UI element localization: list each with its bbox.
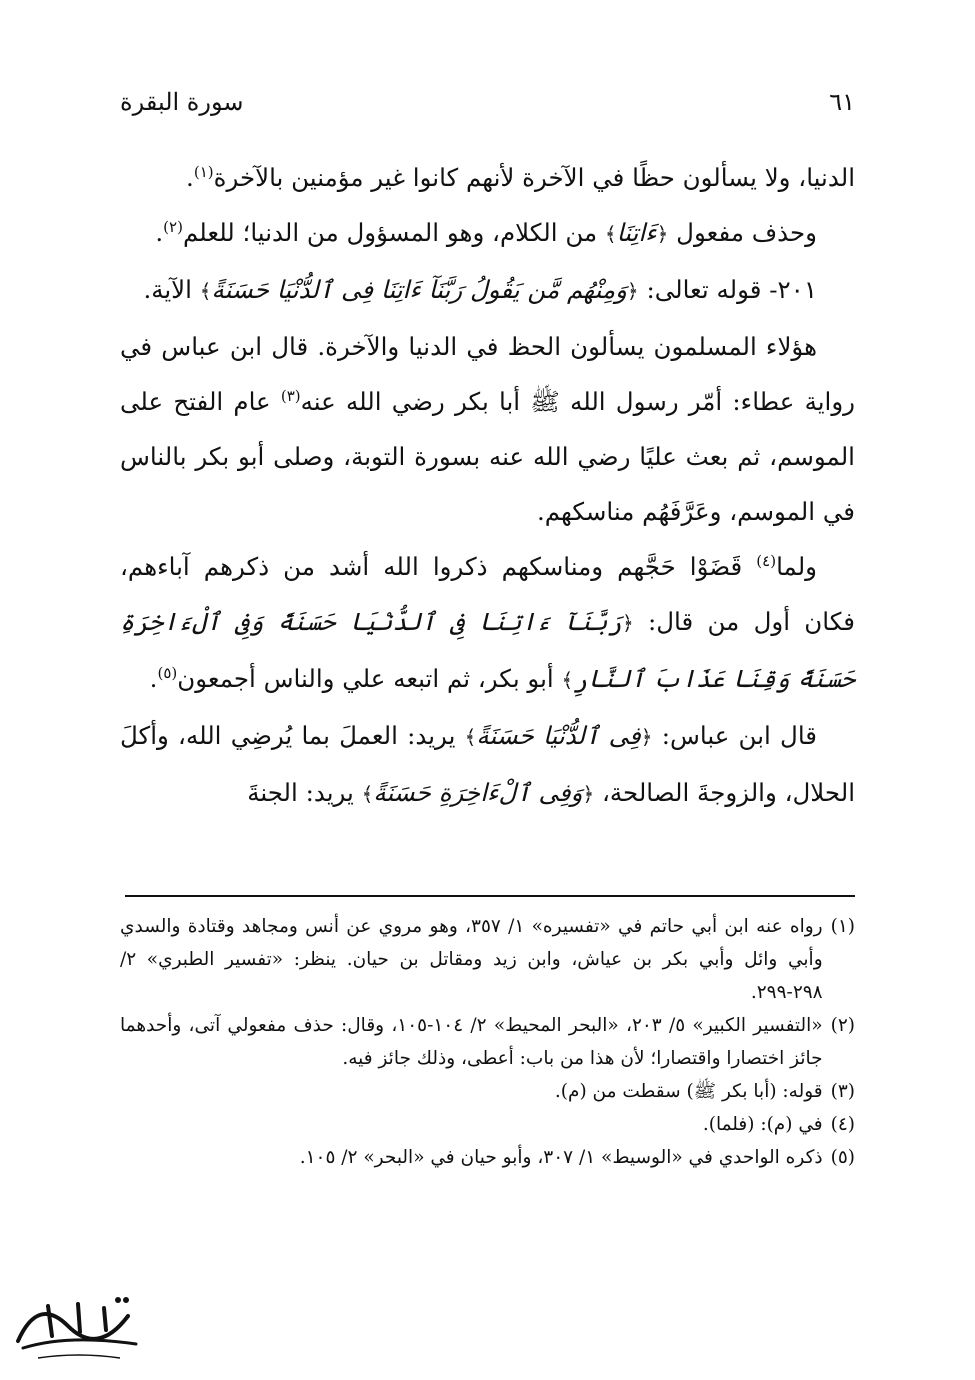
page-header [120, 82, 855, 122]
footnote-text: ذكره الواحدي في «الوسيط» ١/ ٣٠٧، وأبو حيان في «البحر» ٢/ ١٠٥. [299, 1147, 823, 1168]
quran-quote: وَفِى ٱلْءَاخِرَةِ حَسَنَةً [373, 778, 583, 807]
paragraph-1: الدنيا، ولا يسألون حظًا في الآخرة لأنهم كانوا غير مؤمنين بالآخرة$^{(١)}$. [186, 162, 855, 192]
footnotes [120, 910, 855, 1174]
footnote-item [120, 1009, 855, 1075]
footnote-item [120, 1141, 855, 1174]
footnote-text: في (م): (فلما). [702, 1114, 823, 1135]
footnote-ref-3[interactable]: (٣) [280, 386, 301, 405]
quran-quote: رَبَّنَآ ءَاتِنَا فِى ٱلدُّنْيَا حَسَنَةً وَفِى ٱلْءَاخِرَةِ حَسَنَةً وَقِنَا عَذَابَ ٱلنَّارِ [120, 607, 855, 693]
footnote-number: (٤) [830, 1114, 855, 1135]
paragraph-2: وحذف مفعول ﴿ءَاتِنَا﴾ من الكلام، وهو المسؤول من الدنيا؛ للعلم$^{(٢)}$. [155, 217, 817, 247]
footnote-ref-1[interactable]: (١) [193, 162, 214, 181]
paragraph-4: هؤلاء المسلمون يسألون الحظ في الدنيا والآخرة. قال ابن عباس في رواية عطاء: أمّر رسول الله ﷺ أبا بكر رضي الله عنه$^{(٣)}$ عام الفتح على الموسم، ثم بعث عليًا رضي الله عنه بسورة التوبة، وصلى أبو بكر بالناس في الموسم، وعَرَّفَهُم مناسكهم. [120, 332, 855, 526]
footnote-number: (٥) [830, 1147, 855, 1168]
quran-open-bracket: ﴿ [656, 222, 669, 246]
main-text [120, 150, 855, 822]
surah-title: سورة البقرة [120, 88, 244, 116]
footnote-item [120, 910, 855, 1009]
library-stamp-logo [8, 1286, 148, 1366]
quran-quote: ءَاتِنَا [616, 218, 657, 247]
quran-quote: فِى ٱلدُّنْيَا حَسَنَةً [476, 721, 641, 750]
quran-quote: وَمِنْهُم مَّن يَقُولُ رَبَّنَآ ءَاتِنَا فِى ٱلدُّنْيَا حَسَنَةً [211, 275, 627, 304]
footnote-item [120, 1075, 855, 1108]
footnote-number: (٣) [830, 1081, 855, 1102]
quran-close-bracket: ﴾ [604, 222, 617, 246]
paragraph-5: ولما$^{(٤)}$ قَضَوْا حَجَّهم ومناسكهم ذكروا الله أشد من ذكرهم آباءهم، فكان أول من قال: ﴿رَبَّنَآ ءَاتِنَا فِى ٱلدُّنْيَا حَسَنَةً وَفِى ٱلْءَاخِرَةِ حَسَنَةً وَقِنَا عَذَابَ ٱلنَّارِ﴾ أبو بكر، ثم اتبعه علي والناس أجمعون$^{(٥)}$. [120, 551, 855, 693]
footnote-item [120, 1108, 855, 1141]
footnote-ref-4[interactable]: (٤) [756, 551, 777, 570]
page-number: ٦١ [829, 88, 855, 116]
footnote-number: (٢) [830, 1015, 855, 1036]
verse-number: ٢٠١ [777, 275, 817, 304]
footnote-text: رواه عنه ابن أبي حاتم في «تفسيره» ١/ ٣٥٧، وهو مروي عن أنس ومجاهد وقتادة والسدي وأبي وائل وأبي بكر بن عياش، وابن زيد ومقاتل بن حيان. ينظر: «تفسير الطبري» ٢/ ٢٩٨-٢٩٩. [120, 916, 823, 1003]
footnote-ref-2[interactable]: (٢) [163, 217, 183, 236]
footnote-separator [125, 895, 855, 897]
paragraph-3: ٢٠١- قوله تعالى: ﴿وَمِنْهُم مَّن يَقُولُ رَبَّنَآ ءَاتِنَا فِى ٱلدُّنْيَا حَسَنَةً﴾ الآية. [143, 275, 817, 304]
footnote-text: قوله: (أبا بكر ﷺ) سقطت من (م). [554, 1081, 823, 1102]
footnote-number: (١) [830, 916, 855, 937]
footnote-ref-5[interactable]: (٥) [157, 663, 178, 682]
paragraph-6: قال ابن عباس: ﴿فِى ٱلدُّنْيَا حَسَنَةً﴾ يريد: العملَ بما يُرضِي الله، وأكلَ الحلال، والزوجةَ الصالحة، ﴿وَفِى ٱلْءَاخِرَةِ حَسَنَةً﴾ يريد: الجنةَ [120, 721, 855, 807]
footnote-text: «التفسير الكبير» ٥/ ٢٠٣، «البحر المحيط» ٢/ ١٠٤-١٠٥، وقال: حذف مفعولي آتى، وأحدهما جائز اختصارا واقتصارا؛ لأن هذا من باب: أعطى، وذلك جائز فيه. [120, 1015, 823, 1069]
